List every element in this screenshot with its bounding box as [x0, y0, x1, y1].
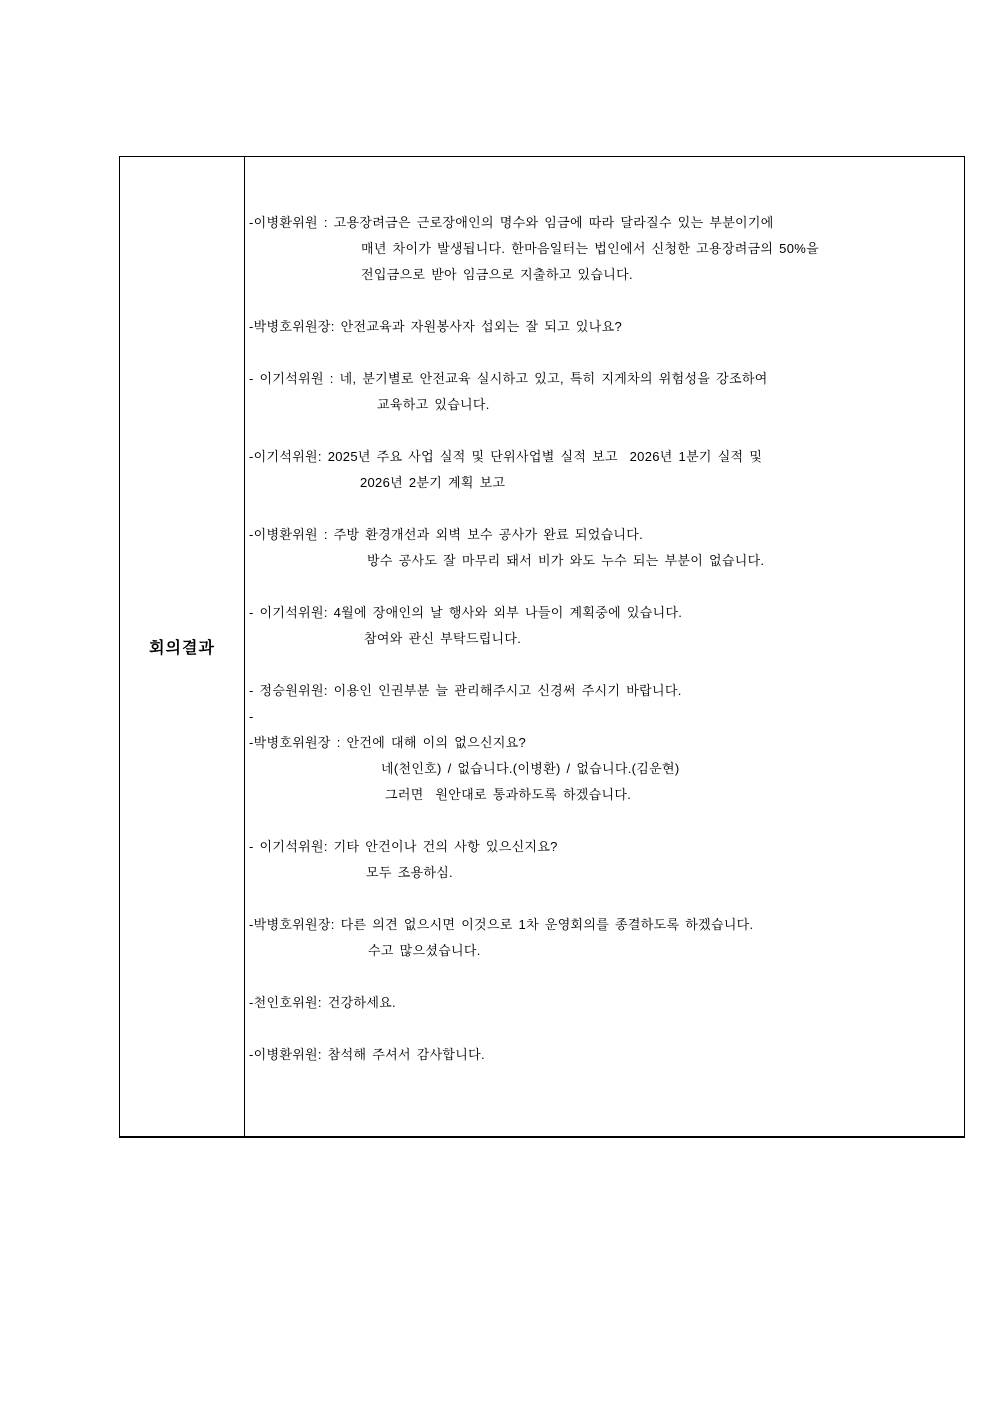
transcript-block	[249, 444, 958, 496]
transcript-block	[249, 522, 958, 574]
transcript-line: - 이기석위원: 기타 안건이나 건의 사항 있으신지요?	[249, 839, 558, 854]
transcript-block	[249, 990, 958, 1016]
transcript-line: 모두 조용하심.	[366, 865, 453, 880]
transcript-block	[249, 1042, 958, 1068]
meeting-minutes-table	[119, 156, 965, 1138]
row-header-label: 회의결과	[149, 640, 215, 657]
transcript-block	[249, 678, 958, 808]
transcript-block	[249, 600, 958, 652]
transcript-line: 매년 차이가 발생됩니다. 한마음일터는 법인에서 신청한 고용장려금의 50%을	[361, 241, 819, 256]
transcript-line: -천인호위원: 건강하세요.	[249, 995, 396, 1010]
transcript-line: - 이기석위원: 4월에 장애인의 날 행사와 외부 나들이 계획중에 있습니다.	[249, 605, 683, 620]
transcript	[249, 210, 958, 1068]
transcript-line: 그러면 원안대로 통과하도록 하겠습니다.	[385, 787, 632, 802]
transcript-line: -이기석위원: 2025년 주요 사업 실적 및 단위사업별 실적 보고 2026년 1분기 실적 및	[249, 449, 763, 464]
meeting-results-cell	[245, 157, 964, 1136]
transcript-line: 네(천인호) / 없습니다.(이병환) / 없습니다.(김운현)	[381, 761, 680, 776]
transcript-line: 수고 많으셨습니다.	[368, 943, 481, 958]
transcript-line: 방수 공사도 잘 마무리 돼서 비가 와도 누수 되는 부분이 없습니다.	[367, 553, 765, 568]
transcript-line: -이병환위원 : 고용장려금은 근로장애인의 명수와 임금에 따라 달라질수 있는 부분이기에	[249, 215, 774, 230]
transcript-block	[249, 314, 958, 340]
transcript-line: -박병호위원장 : 안건에 대해 이의 없으신지요?	[249, 735, 527, 750]
transcript-line: -	[249, 709, 254, 724]
transcript-line: -박병호위원장: 다른 의견 없으시면 이것으로 1차 운영회의를 종결하도록 하겠습니다.	[249, 917, 754, 932]
transcript-line: 전입금으로 받아 임금으로 지출하고 있습니다.	[361, 267, 633, 282]
transcript-line: -박병호위원장: 안전교육과 자원봉사자 섭외는 잘 되고 있나요?	[249, 319, 622, 334]
transcript-line: -이병환위원 : 주방 환경개선과 외벽 보수 공사가 완료 되었습니다.	[249, 527, 644, 542]
transcript-line: 교육하고 있습니다.	[377, 397, 490, 412]
transcript-block	[249, 366, 958, 418]
transcript-line: -이병환위원: 참석해 주셔서 감사합니다.	[249, 1047, 485, 1062]
transcript-block	[249, 210, 958, 288]
row-header-cell	[120, 157, 245, 1136]
transcript-block	[249, 834, 958, 886]
transcript-line: 2026년 2분기 계획 보고	[360, 475, 506, 490]
transcript-line: - 정승원위원: 이용인 인권부분 늘 관리해주시고 신경써 주시기 바랍니다.	[249, 683, 682, 698]
transcript-line: 참여와 관신 부탁드립니다.	[364, 631, 522, 646]
transcript-block	[249, 912, 958, 964]
transcript-line: - 이기석위원 : 네, 분기별로 안전교육 실시하고 있고, 특히 지게차의 위험성을 강조하여	[249, 371, 768, 386]
